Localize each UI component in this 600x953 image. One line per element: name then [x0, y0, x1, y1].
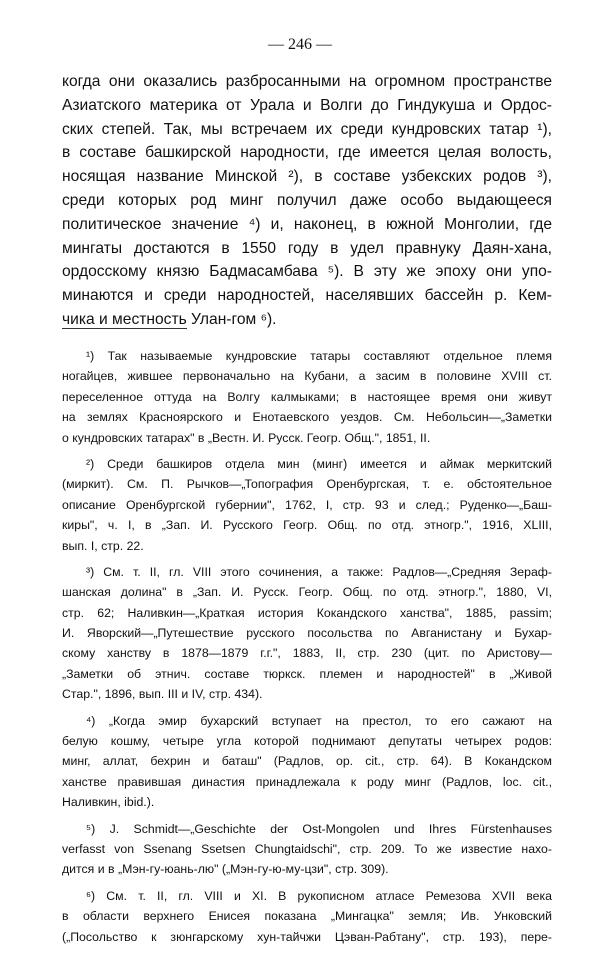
- footnote-line: вып. I, стр. 22.: [62, 538, 144, 553]
- footnote-line: минг, аллат, бехрин и баташ" (Радлов, op. cit., стр. 64). В Кокандском: [62, 754, 552, 769]
- footnote-6: [62, 886, 552, 947]
- footnote-line: И. Яворский—„Путешествие русского посольства по Авганистану и Бухар-: [62, 626, 552, 641]
- footnote-line: на землях Красноярского и Енотаевского уездов. См. Небольсин—„Заметки: [62, 410, 552, 425]
- footnote-2: [62, 454, 552, 556]
- footnote-line: ⁴) „Когда эмир бухарский вступает на престол, то его сажают на: [86, 713, 552, 728]
- footnote-line: о кундровских татарах" в „Вестн. И. Русск. Геогр. Общ.", 1851, II.: [62, 430, 431, 445]
- footnote-line: verfasst von Ssenang Ssetsen Chungtaidschi", стр. 209. То же известие нахо-: [62, 841, 552, 856]
- footnote-line: ⁶) См. т. II, гл. VIII и XI. В рукописном атласе Ремезова XVII века: [86, 888, 552, 903]
- main-text-line: чика и местность Улан-гом ⁶).: [62, 310, 277, 328]
- footnote-divider: [62, 328, 187, 329]
- main-text-line: минаются и среди народностей, населявших бассейн р. Кем-: [62, 287, 552, 305]
- main-text: [62, 70, 552, 332]
- footnote-line: киры", ч. I, в „Зап. И. Русского Геогр. Общ. по отд. этногр.", 1916, XLIII,: [62, 518, 552, 533]
- footnote-1: [62, 346, 552, 448]
- footnote-line: (миркит). См. П. Рычков—„Топография Оренбургская, т. е. обстоятельное: [62, 477, 552, 492]
- main-text-line: ских степей. Так, мы встречаем их среди кундровских татар ¹),: [62, 120, 552, 138]
- page-number: — 246 —: [268, 36, 332, 53]
- main-text-line: политическое значение ⁴) и, наконец, в южной Монголии, где: [62, 215, 552, 233]
- footnotes: [62, 346, 552, 953]
- footnote-line: Наливкин, ibid.).: [62, 795, 155, 810]
- footnote-5: [62, 819, 552, 880]
- main-text-line: среди которых род минг получил даже особо выдающееся: [62, 191, 552, 209]
- footnote-line: ханстве правившая династия принадлежала к роду минг (Радлов, loc. cit.,: [62, 774, 552, 789]
- footnote-line: ⁵) J. Schmidt—„Geschichte der Ost-Mongolen und Ihres Fürstenhauses: [86, 821, 552, 836]
- footnote-line: белую кошму, четыре угла которой поднимают депутаты четырех родов:: [62, 734, 552, 749]
- footnote-line: ногайцев, жившее первоначально на Кубани, а засим в половине XVIII ст.: [62, 369, 552, 384]
- main-text-line: носящая название Минской ²), в составе узбекских родов ³),: [62, 168, 552, 186]
- footnote-line: Стар.", 1896, вып. III и IV, стр. 434).: [62, 687, 263, 702]
- footnote-line: ²) Среди башкиров отдела мин (минг) имеется и аймак меркитский: [86, 456, 552, 471]
- footnote-line: стр. 62; Наливкин—„Краткая история Кокандского ханства", 1885, passim;: [62, 605, 552, 620]
- main-text-line: в составе башкирской народности, где имеется целая волость,: [62, 144, 552, 162]
- main-text-line: Азиатского материка от Урала и Волги до Гиндукуша и Ордос-: [62, 96, 552, 114]
- footnote-line: переселенное оттуда на Волгу калмыками; в настоящее время они живут: [62, 389, 552, 404]
- footnote-line: дится и в „Мэн-гу-юань-лю" („Мэн-гу-ю-му-цзи", стр. 309).: [62, 862, 389, 877]
- footnote-4: [62, 711, 552, 813]
- footnote-line: ¹) Так называемые кундровские татары составляют отдельное племя: [86, 349, 552, 363]
- footnote-line: („Посольство к зюнгарскому хун-тайчжи Цэван-Рабтану", стр. 193), пере-: [62, 929, 552, 944]
- footnote-line: „Заметки об этнич. составе тюркск. племен и народностей" в „Живой: [62, 666, 552, 681]
- footnote-line: скому ханству в 1878—1879 г.г.", 1883, II, стр. 230 (цит. по Аристову—: [62, 646, 552, 661]
- main-text-line: мингаты достаются в 1550 году в удел правнуку Даян-хана,: [62, 239, 552, 257]
- main-text-line: когда они оказались разбросанными на огромном пространстве: [62, 73, 552, 90]
- footnote-line: шанская долина" в „Зап. И. Русск. Геогр. Общ. по отд. этногр.", 1880, VI,: [62, 585, 552, 600]
- footnote-3: [62, 562, 552, 705]
- footnote-line: ³) См. т. II, гл. VIII этого сочинения, а также: Радлов—„Средняя Зераф-: [86, 564, 552, 579]
- main-text-line: ордосскому князю Бадмасамбава ⁵). В эту же эпоху они упо-: [62, 263, 552, 281]
- footnote-line: в области верхнего Енисея показана „Мингацка" земля; Ив. Унковский: [62, 909, 552, 924]
- footnote-line: описание Оренбургской губернии", 1762, I, стр. 93 и след.; Руденко—„Баш-: [62, 497, 552, 512]
